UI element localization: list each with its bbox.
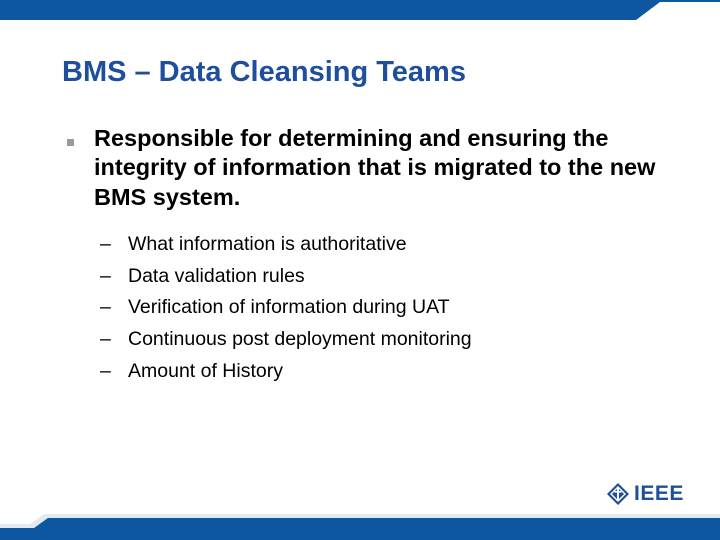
sub-bullet-text: Verification of information during UAT (128, 296, 450, 319)
ieee-logo (606, 482, 684, 506)
square-bullet-icon (67, 139, 74, 146)
sub-bullet-item (100, 325, 472, 357)
sub-bullet-item (100, 357, 472, 389)
bottom-decorative-bar (0, 512, 720, 540)
sub-bullet-text: Amount of History (128, 359, 283, 382)
sub-bullet-item (100, 293, 472, 325)
sub-bullet-list (100, 230, 472, 388)
main-bullet (64, 124, 684, 212)
dash-bullet: – (100, 233, 111, 255)
slide-title: BMS – Data Cleansing Teams (62, 56, 466, 88)
sub-bullet-text: Data validation rules (128, 264, 305, 287)
ieee-logo-text: IEEE (634, 482, 684, 505)
sub-bullet-item (100, 230, 472, 262)
sub-bullet-item (100, 262, 472, 294)
main-bullet-text: Responsible for determining and ensuring the integrity of information that is migrated to the new BMS system. (94, 125, 656, 210)
top-decorative-bar (0, 0, 720, 20)
dash-bullet: – (100, 328, 111, 351)
dash-bullet: – (100, 359, 111, 382)
ieee-diamond-icon (606, 482, 630, 506)
sub-bullet-text: What information is authoritative (128, 233, 407, 255)
dash-bullet: – (100, 296, 111, 319)
sub-bullet-text: Continuous post deployment monitoring (128, 328, 472, 351)
dash-bullet: – (100, 264, 111, 287)
